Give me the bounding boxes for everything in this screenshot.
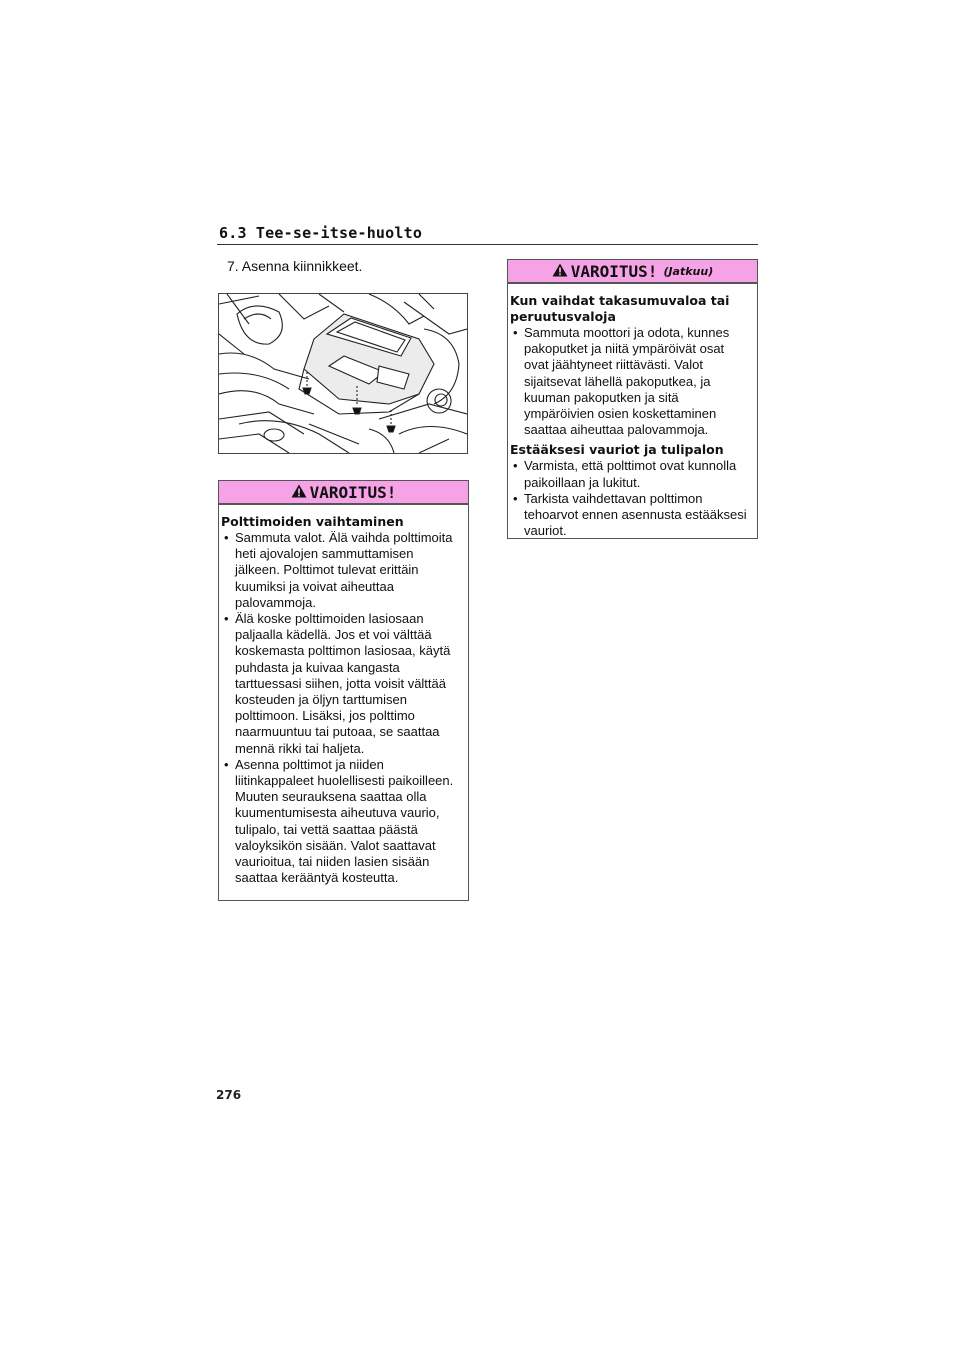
- engine-undercover-drawing: [219, 294, 467, 453]
- figure-illustration: [218, 293, 468, 454]
- warning-triangle-icon: [552, 262, 568, 281]
- list-item: • Sammuta moottori ja odota, kunnes pakoputket ja niitä ympäröivät osat ovat jäähtyneet riittävästi. Valot sijaitsevat lähellä pakoputkea, ja kuuman pakoputken ja sitä ympäröivien osien koskettaminen saattaa aiheuttaa palovammoja.: [510, 325, 747, 438]
- list-item: • Älä koske polttimoiden lasiosaan paljaalla kädellä. Jos et voi välttää koskemasta polttimon lasiosaa, käytä puhdasta ja kuivaa kangasta tarttuessasi siihen, jotta voisit välttää kosteuden ja öljyn tarttumisen polttimoon. Lisäksi, jos polttimo naarmuuntuu tai putoaa, se saattaa mennä rikki tai haljeta.: [221, 611, 458, 757]
- header-divider: [217, 244, 758, 245]
- list-item: • Tarkista vaihdettavan polttimon tehoarvot ennen asennusta estääksesi vauriot.: [510, 491, 747, 540]
- warning-header: [508, 260, 757, 284]
- warning-list: [221, 530, 458, 886]
- warning-header: [219, 481, 468, 505]
- list-item: • Sammuta valot. Älä vaihda polttimoita heti ajovalojen sammuttamisen jälkeen. Polttimot tulevat erittäin kuumiksi ja voivat aiheuttaa palovammoja.: [221, 530, 458, 611]
- warning-heading-damage: Estääksesi vauriot ja tulipalon: [510, 442, 724, 458]
- warning-box-bulbs: [218, 480, 469, 901]
- warning-title: VAROITUS!: [309, 482, 397, 502]
- warning-title: VAROITUS!: [570, 261, 658, 281]
- warning-list: [510, 325, 747, 438]
- list-item: • Asenna polttimot ja niiden liitinkappaleet huolellisesti paikoilleen. Muuten seurauksena saattaa olla kuumentumisesta aiheutuva vaurio, tulipalo, tai vettä saattaa päästä valoyksikön sisään. Valot saattavat vaurioitua, tai niiden lasien sisään saattaa kerääntyä kosteutta.: [221, 757, 458, 887]
- page-number: 276: [216, 1088, 242, 1102]
- warning-heading: Polttimoiden vaihtaminen: [221, 514, 404, 529]
- continued-label: (Jatkuu): [663, 264, 714, 278]
- warning-list: [510, 458, 747, 539]
- section-title: 6.3 Tee-se-itse-huolto: [219, 224, 423, 242]
- list-item: • Varmista, että polttimot ovat kunnolla paikoillaan ja lukitut.: [510, 458, 747, 490]
- warning-box-continued: [507, 259, 758, 539]
- step-text: 7. Asenna kiinnikkeet.: [227, 258, 363, 274]
- warning-triangle-icon: [291, 483, 307, 502]
- warning-heading-rear-lights: Kun vaihdat takasumuvaloa tai peruutusvaloja: [510, 293, 730, 324]
